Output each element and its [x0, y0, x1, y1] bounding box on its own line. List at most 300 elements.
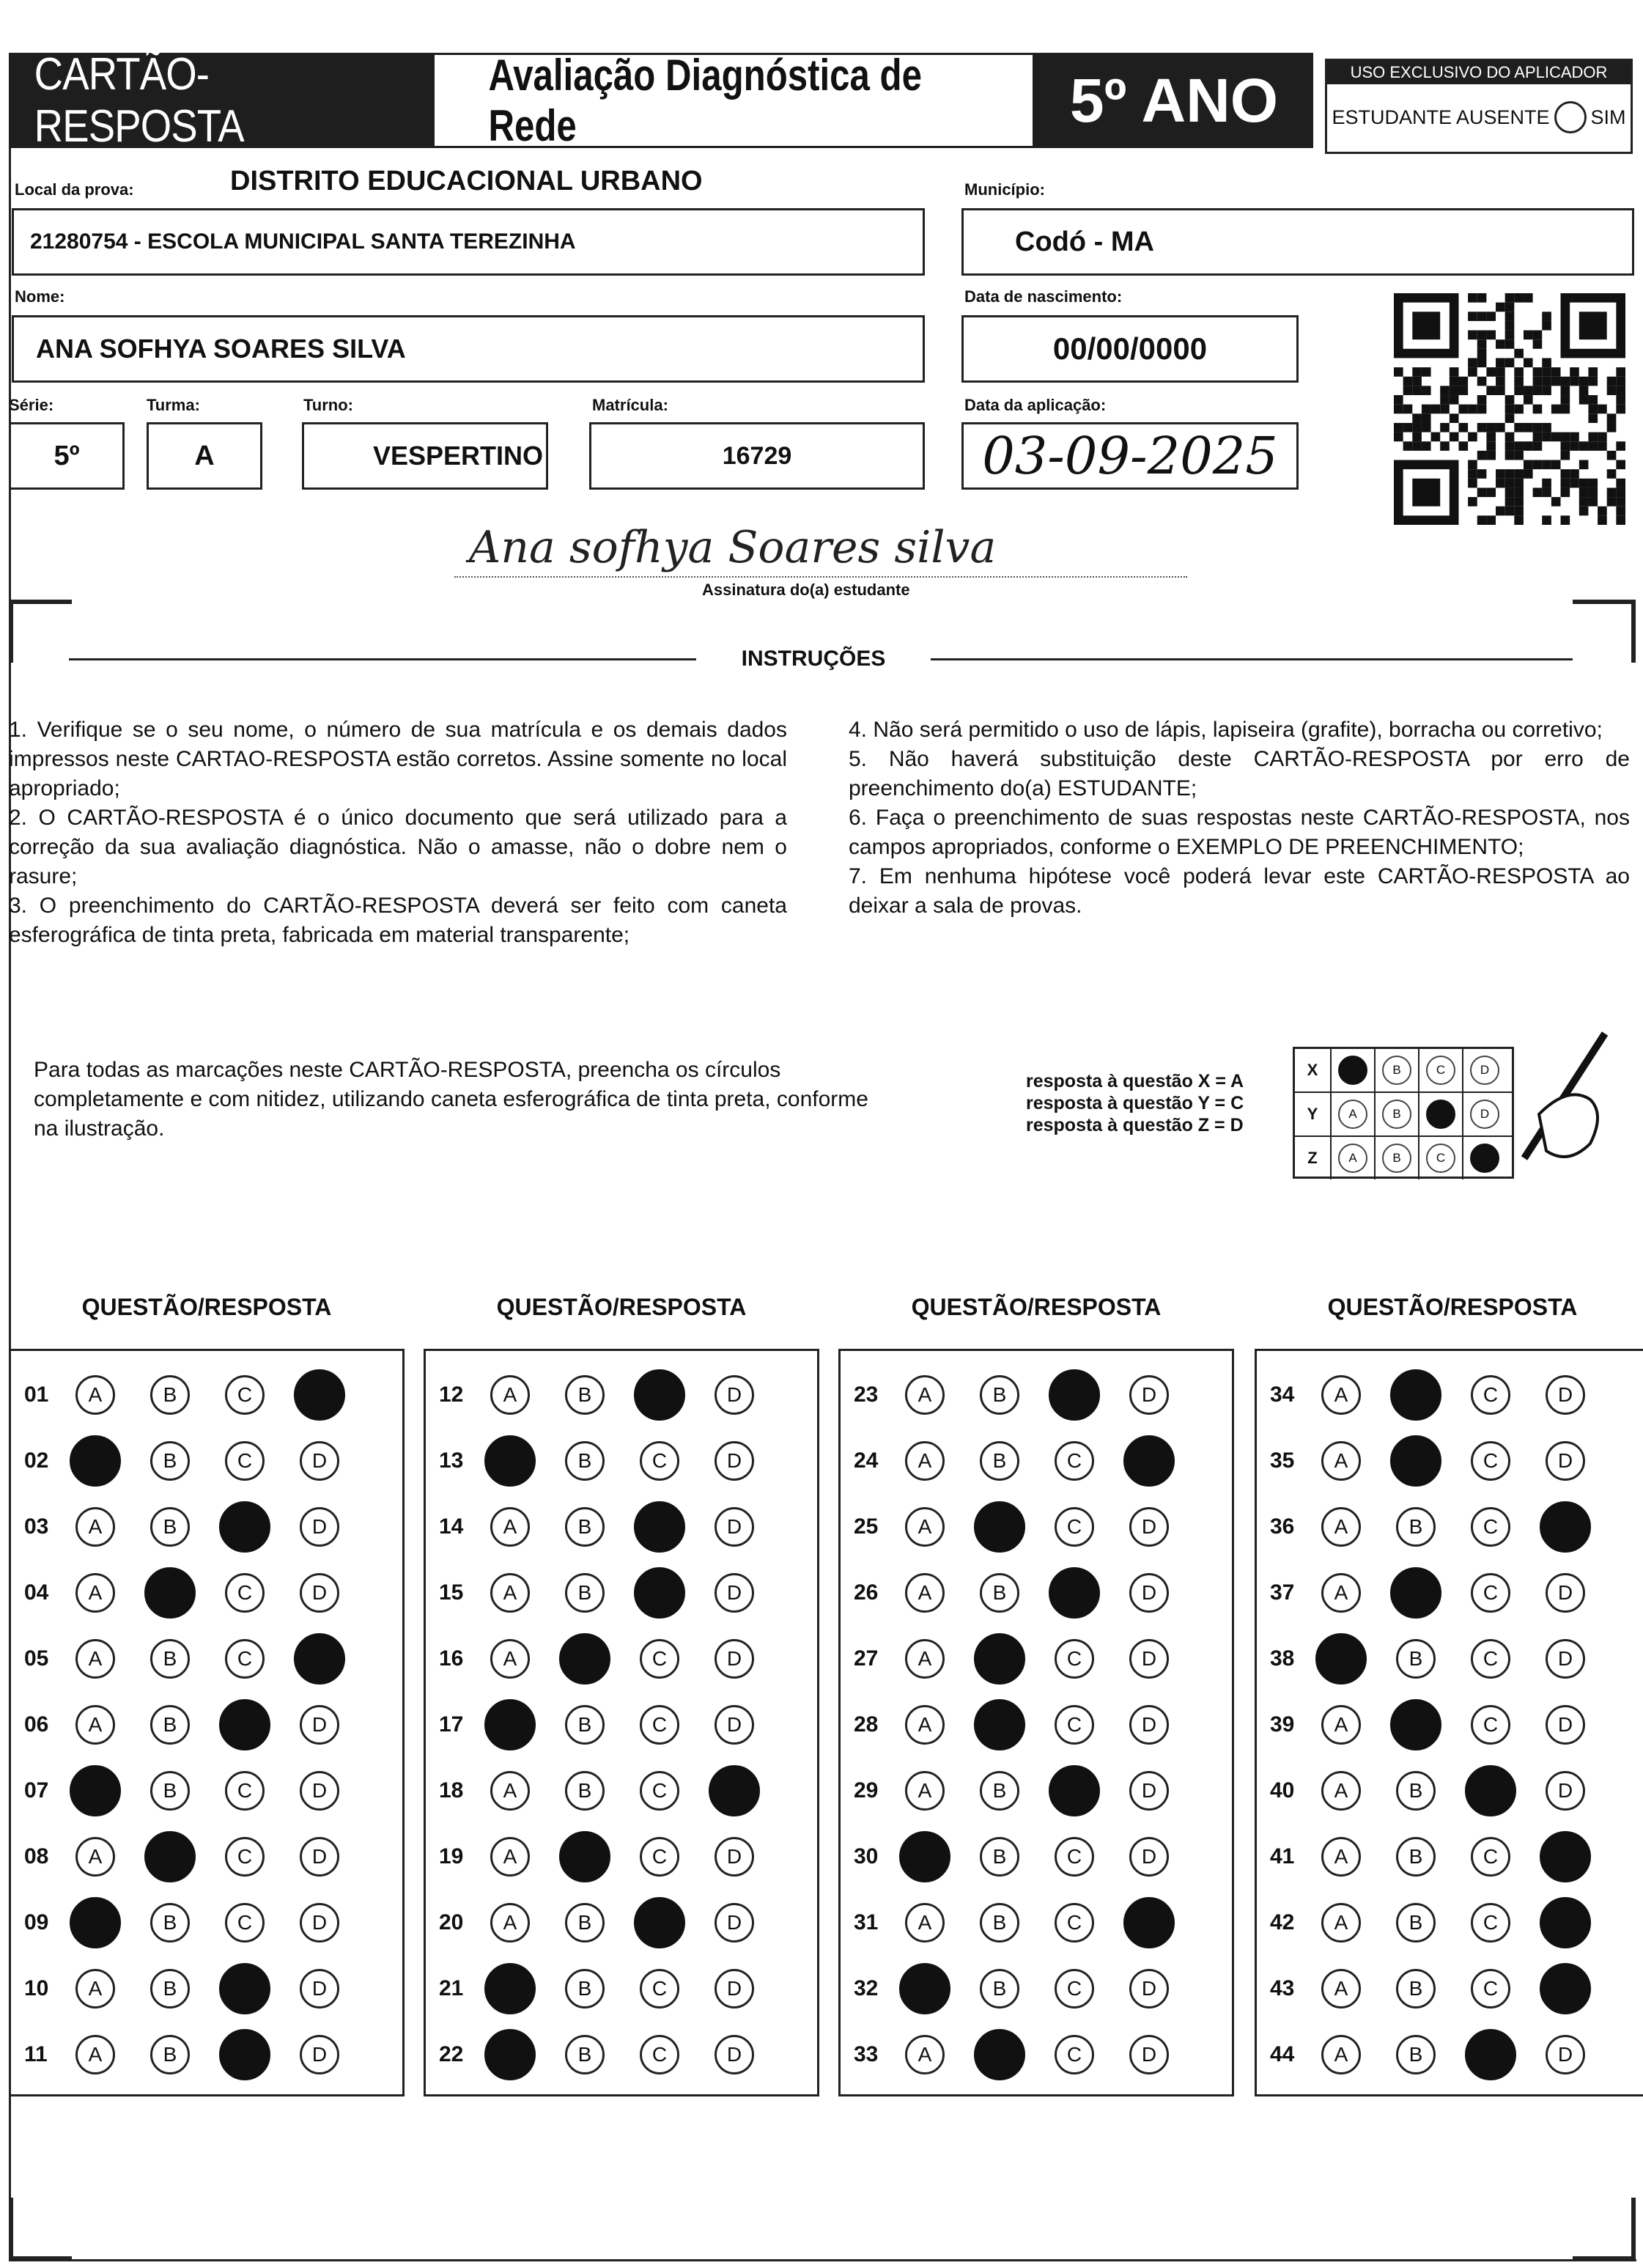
question-number: 22: [439, 2042, 464, 2066]
example-bubble: B: [1382, 1144, 1411, 1173]
answer-bubble-b[interactable]: B: [150, 1507, 190, 1547]
answer-bubble-b[interactable]: B: [150, 1771, 190, 1811]
question-row: [841, 1692, 1232, 1758]
answer-bubble-c[interactable]: C: [219, 1501, 270, 1553]
answer-bubble-c[interactable]: C: [1055, 1903, 1094, 1943]
answer-bubble-a[interactable]: A: [905, 2035, 945, 2074]
registration-field: 16729: [589, 422, 925, 490]
question-number: 38: [1270, 1646, 1295, 1671]
answer-bubble-a[interactable]: A: [75, 1837, 115, 1877]
answer-bubble-a[interactable]: A: [1321, 1573, 1361, 1613]
question-number: 29: [854, 1778, 879, 1803]
question-row: [11, 1956, 402, 2022]
answer-bubble-b[interactable]: B: [980, 1573, 1019, 1613]
answer-bubble-b[interactable]: B: [565, 1705, 605, 1745]
answer-bubble-d[interactable]: D: [1540, 1963, 1591, 2014]
question-number: 42: [1270, 1910, 1295, 1934]
answer-bubble-a[interactable]: A: [1321, 1903, 1361, 1943]
answer-bubble-d[interactable]: D: [1129, 1639, 1169, 1679]
answer-bubble-d[interactable]: D: [1540, 1831, 1591, 1882]
answer-bubble-a[interactable]: A: [484, 1435, 536, 1487]
answer-bubble-d[interactable]: D: [300, 1837, 339, 1877]
answer-bubble-b[interactable]: B: [980, 1441, 1019, 1481]
question-row: [1257, 1758, 1643, 1824]
absent-bubble[interactable]: [1554, 101, 1587, 133]
question-number: 15: [439, 1580, 464, 1605]
answer-bubble-d[interactable]: D: [715, 1441, 754, 1481]
question-number: 24: [854, 1448, 879, 1473]
instruction-item: 3. O preenchimento do CARTÃO-RESPOSTA deverá ser feito com caneta esferográfica de tinta preta, fabricada em material transparente;: [9, 894, 787, 947]
answer-bubble-c[interactable]: C: [1055, 1705, 1094, 1745]
answer-bubble-c[interactable]: C: [640, 1969, 679, 2009]
answer-bubble-c[interactable]: C: [225, 1639, 265, 1679]
example-bubble: A: [1338, 1100, 1367, 1129]
exam-subtitle: Avaliação Diagnóstica de Rede: [432, 53, 1035, 148]
answer-bubble-d[interactable]: D: [715, 1375, 754, 1415]
answer-bubble-b[interactable]: B: [1390, 1567, 1441, 1619]
answer-bubble-a[interactable]: A: [75, 1573, 115, 1613]
question-number: 19: [439, 1844, 464, 1868]
answer-bubble-d[interactable]: D: [300, 1507, 339, 1547]
answer-bubble-a[interactable]: A: [1321, 1375, 1361, 1415]
registration-label: Matrícula:: [592, 396, 668, 414]
answer-bubble-d[interactable]: D: [1546, 1375, 1585, 1415]
question-row: [11, 1560, 402, 1626]
answer-bubble-c[interactable]: C: [640, 2035, 679, 2074]
example-bubble: D: [1470, 1056, 1499, 1085]
answer-bubble-c[interactable]: C: [225, 1903, 265, 1943]
answer-bubble-a[interactable]: A: [905, 1705, 945, 1745]
answer-bubble-a[interactable]: A: [484, 1963, 536, 2014]
answer-bubble-b[interactable]: B: [150, 1969, 190, 2009]
answer-bubble-a[interactable]: A: [905, 1441, 945, 1481]
question-number: 02: [24, 1448, 49, 1473]
column-title: QUESTÃO/RESPOSTA: [496, 1294, 747, 1320]
question-number: 30: [854, 1844, 879, 1868]
answer-bubble-d[interactable]: D: [300, 2035, 339, 2074]
answer-bubble-a[interactable]: A: [490, 1507, 530, 1547]
question-number: 23: [854, 1382, 879, 1407]
answer-bubble-c[interactable]: C: [1049, 1369, 1100, 1421]
question-row: [11, 1362, 402, 1428]
answer-bubble-c[interactable]: C: [1471, 1903, 1510, 1943]
answer-bubble-a[interactable]: A: [75, 1969, 115, 2009]
answer-bubble-a[interactable]: A: [905, 1639, 945, 1679]
answer-bubble-d[interactable]: D: [1129, 1705, 1169, 1745]
answer-bubble-d[interactable]: D: [715, 1573, 754, 1613]
question-number: 01: [24, 1382, 49, 1407]
answer-bubble-c[interactable]: C: [225, 1837, 265, 1877]
answer-bubble-c[interactable]: C: [1471, 1969, 1510, 2009]
answer-bubble-c[interactable]: C: [1471, 1573, 1510, 1613]
class-label: Turma:: [147, 396, 200, 414]
school-field: 21280754 - ESCOLA MUNICIPAL SANTA TEREZINHA: [12, 208, 925, 276]
answer-bubble-d[interactable]: D: [1546, 1573, 1585, 1613]
answer-bubble-c[interactable]: C: [634, 1369, 685, 1421]
question-row: [841, 1890, 1232, 1956]
answer-bubble-c[interactable]: C: [640, 1705, 679, 1745]
answer-bubble-a[interactable]: A: [905, 1375, 945, 1415]
municipality-field: Codó - MA: [961, 208, 1634, 276]
answer-bubble-a[interactable]: A: [1321, 1969, 1361, 2009]
card-title: CARTÃO-RESPOSTA: [9, 53, 432, 148]
answer-bubble-a[interactable]: A: [899, 1831, 950, 1882]
answer-bubble-a[interactable]: A: [905, 1903, 945, 1943]
answer-bubble-d[interactable]: D: [1546, 1639, 1585, 1679]
question-row: [426, 2022, 817, 2088]
answer-bubble-c[interactable]: C: [1471, 1375, 1510, 1415]
question-row: [11, 1494, 402, 1560]
answer-bubble-d[interactable]: D: [300, 1903, 339, 1943]
question-number: 32: [854, 1976, 879, 2000]
question-number: 18: [439, 1778, 464, 1803]
answer-bubble-a[interactable]: A: [490, 1375, 530, 1415]
instructions-left: [9, 715, 787, 950]
answer-bubble-d[interactable]: D: [300, 1969, 339, 2009]
answer-bubble-b[interactable]: B: [150, 2035, 190, 2074]
answer-bubble-d[interactable]: D: [300, 1771, 339, 1811]
absent-yes-label: SIM: [1590, 106, 1626, 128]
question-row: [426, 1692, 817, 1758]
question-number: 11: [24, 2042, 48, 2066]
question-row: [11, 1626, 402, 1692]
question-number: 03: [24, 1514, 49, 1539]
pen-hand-icon: [1495, 1026, 1627, 1173]
answer-bubble-b[interactable]: B: [1390, 1699, 1441, 1750]
answer-bubble-d[interactable]: D: [715, 1507, 754, 1547]
answer-bubble-b[interactable]: B: [144, 1567, 196, 1619]
answer-bubble-d[interactable]: D: [294, 1369, 345, 1421]
answer-bubble-c[interactable]: C: [640, 1441, 679, 1481]
answer-bubble-b[interactable]: B: [565, 1375, 605, 1415]
question-number: 10: [24, 1976, 49, 2000]
answer-bubble-c[interactable]: C: [640, 1639, 679, 1679]
answer-bubble-b[interactable]: B: [980, 1837, 1019, 1877]
answer-bubble-a[interactable]: A: [490, 1639, 530, 1679]
answer-bubble-b[interactable]: B: [565, 2035, 605, 2074]
instructions-right: [849, 715, 1630, 921]
district-name: DISTRITO EDUCACIONAL URBANO: [230, 166, 703, 196]
answer-bubble-a[interactable]: A: [484, 2029, 536, 2080]
answer-bubble-d[interactable]: D: [715, 1969, 754, 2009]
name-field: ANA SOFHYA SOARES SILVA: [12, 315, 925, 383]
question-row: [426, 1956, 817, 2022]
instructions-title: INSTRUÇÕES: [696, 647, 931, 671]
question-number: 08: [24, 1844, 49, 1868]
question-number: 13: [439, 1448, 464, 1473]
question-row: [841, 1824, 1232, 1890]
name-label: Nome:: [15, 287, 65, 306]
question-row: [1257, 2022, 1643, 2088]
answer-bubble-c[interactable]: C: [1055, 1441, 1094, 1481]
question-number: 28: [854, 1712, 879, 1737]
answer-bubble-c[interactable]: C: [225, 1375, 265, 1415]
birth-field: 00/00/0000: [961, 315, 1299, 383]
question-row: [1257, 1890, 1643, 1956]
instruction-item: 7. Em nenhuma hipótese você poderá levar este CARTÃO-RESPOSTA ao deixar a sala de provas.: [849, 864, 1630, 918]
question-row: [841, 1758, 1232, 1824]
answer-bubble-b[interactable]: B: [559, 1633, 610, 1685]
answer-bubble-c[interactable]: C: [640, 1771, 679, 1811]
answer-bubble-a[interactable]: A: [75, 1375, 115, 1415]
answer-bubble-d[interactable]: D: [715, 2035, 754, 2074]
answer-bubble-b[interactable]: B: [1396, 1639, 1436, 1679]
answer-bubble-d[interactable]: D: [294, 1633, 345, 1685]
answer-bubble-a[interactable]: A: [490, 1837, 530, 1877]
question-number: 43: [1270, 1976, 1295, 2000]
answer-bubble-d[interactable]: D: [1129, 2035, 1169, 2074]
answer-bubble-a[interactable]: A: [75, 1705, 115, 1745]
question-number: 26: [854, 1580, 879, 1605]
answer-bubble-b[interactable]: B: [980, 1969, 1019, 2009]
instruction-item: 1. Verifique se o seu nome, o número de sua matrícula e os demais dados impressos neste CARTAO-RESPOSTA estão corretos. Assine somente no local apropriado;: [9, 718, 787, 800]
answer-bubble-a[interactable]: A: [1321, 1441, 1361, 1481]
answer-bubble-b[interactable]: B: [565, 1573, 605, 1613]
answer-bubble-a[interactable]: A: [1321, 1837, 1361, 1877]
answer-bubble-a[interactable]: A: [484, 1699, 536, 1750]
answer-bubble-a[interactable]: A: [490, 1573, 530, 1613]
question-row: [426, 1428, 817, 1494]
example-bubble: C: [1426, 1144, 1455, 1173]
question-number: 33: [854, 2042, 879, 2066]
answer-bubble-b[interactable]: B: [559, 1831, 610, 1882]
answer-bubble-a[interactable]: A: [1321, 1507, 1361, 1547]
question-number: 36: [1270, 1514, 1295, 1539]
series-field: 5º: [9, 422, 125, 490]
answer-bubble-c[interactable]: C: [634, 1567, 685, 1619]
answer-bubble-c[interactable]: C: [1055, 2035, 1094, 2074]
example-legend: [1026, 1070, 1244, 1136]
answer-bubble-a[interactable]: A: [905, 1573, 945, 1613]
answer-bubble-b[interactable]: B: [974, 2029, 1025, 2080]
example-bubble: A: [1338, 1056, 1367, 1085]
answer-bubble-b[interactable]: B: [150, 1903, 190, 1943]
answer-bubble-d[interactable]: D: [1129, 1969, 1169, 2009]
answer-bubble-c[interactable]: C: [1049, 1765, 1100, 1816]
instruction-item: 2. O CARTÃO-RESPOSTA é o único documento que será utilizado para a correção da sua avaliação diagnóstica. Não o amasse, não o dobre nem o rasure;: [9, 806, 787, 888]
answer-bubble-d[interactable]: D: [1546, 1705, 1585, 1745]
answer-bubble-d[interactable]: D: [1540, 1501, 1591, 1553]
answer-bubble-c[interactable]: C: [1465, 2029, 1516, 2080]
question-number: 40: [1270, 1778, 1295, 1803]
answer-bubble-c[interactable]: C: [1055, 1969, 1094, 2009]
question-number: 17: [439, 1712, 464, 1737]
answer-bubble-a[interactable]: A: [1321, 1705, 1361, 1745]
application-date-field: 03-09-2025: [961, 422, 1299, 490]
answer-bubble-a[interactable]: A: [490, 1903, 530, 1943]
answer-bubble-d[interactable]: D: [1129, 1837, 1169, 1877]
answer-bubble-a[interactable]: A: [490, 1771, 530, 1811]
answer-bubble-d[interactable]: D: [1123, 1897, 1175, 1948]
answer-bubble-b[interactable]: B: [150, 1705, 190, 1745]
question-number: 20: [439, 1910, 464, 1934]
answer-bubble-a[interactable]: A: [70, 1765, 121, 1816]
answer-bubble-d[interactable]: D: [1546, 1771, 1585, 1811]
answer-bubble-b[interactable]: B: [1396, 1771, 1436, 1811]
answer-bubble-d[interactable]: D: [1129, 1375, 1169, 1415]
answer-bubble-c[interactable]: C: [1055, 1837, 1094, 1877]
answer-bubble-d[interactable]: D: [300, 1573, 339, 1613]
question-number: 07: [24, 1778, 49, 1803]
answer-bubble-b[interactable]: B: [980, 1771, 1019, 1811]
shift-label: Turno:: [303, 396, 354, 414]
answer-bubble-b[interactable]: B: [980, 1375, 1019, 1415]
example-legend-item: resposta à questão Z = D: [1026, 1115, 1244, 1135]
answer-bubble-a[interactable]: A: [905, 1771, 945, 1811]
answer-bubble-c[interactable]: C: [634, 1897, 685, 1948]
answer-bubble-c[interactable]: C: [1471, 1705, 1510, 1745]
answer-bubble-d[interactable]: D: [709, 1765, 760, 1816]
birth-label: Data de nascimento:: [964, 287, 1123, 306]
answer-bubble-a[interactable]: A: [899, 1963, 950, 2014]
absent-label: ESTUDANTE AUSENTE: [1332, 106, 1550, 128]
answer-bubble-b[interactable]: B: [1390, 1435, 1441, 1487]
example-row: [1295, 1137, 1512, 1179]
question-number: 12: [439, 1382, 464, 1407]
instruction-item: 6. Faça o preenchimento de suas respostas neste CARTÃO-RESPOSTA, nos campos apropriados, conforme o EXEMPLO DE PREENCHIMENTO;: [849, 806, 1630, 859]
example-legend-item: resposta à questão X = A: [1026, 1071, 1244, 1091]
example-text: Para todas as marcações neste CARTÃO-RESPOSTA, preencha os círculos completamente e com nitidez, utilizando caneta esferográfica de tinta preta, conforme na ilustração.: [34, 1058, 868, 1141]
question-row: [841, 1956, 1232, 2022]
answer-bubble-b[interactable]: B: [1396, 1507, 1436, 1547]
answer-bubble-a[interactable]: A: [75, 1639, 115, 1679]
answer-bubble-b[interactable]: B: [1396, 1969, 1436, 2009]
answer-bubble-c[interactable]: C: [1055, 1639, 1094, 1679]
question-row: [1257, 1626, 1643, 1692]
example-row: [1295, 1049, 1512, 1093]
answer-bubble-b[interactable]: B: [980, 1903, 1019, 1943]
answer-bubble-b[interactable]: B: [565, 1903, 605, 1943]
question-row: [841, 1428, 1232, 1494]
answer-bubble-d[interactable]: D: [300, 1705, 339, 1745]
question-row: [11, 1428, 402, 1494]
example-bubble: D: [1470, 1144, 1499, 1173]
answer-bubble-b[interactable]: B: [565, 1969, 605, 2009]
answer-bubble-c[interactable]: C: [225, 1573, 265, 1613]
question-row: [426, 1362, 817, 1428]
question-number: 25: [854, 1514, 879, 1539]
answer-bubble-d[interactable]: D: [715, 1705, 754, 1745]
answer-bubble-c[interactable]: C: [1465, 1765, 1516, 1816]
corner-mark-bottom-right: [1573, 2198, 1636, 2261]
question-row: [11, 1890, 402, 1956]
answer-bubble-a[interactable]: A: [70, 1897, 121, 1948]
example-bubble: B: [1382, 1100, 1411, 1129]
question-number: 39: [1270, 1712, 1295, 1737]
answer-bubble-c[interactable]: C: [634, 1501, 685, 1553]
answer-bubble-a[interactable]: A: [75, 2035, 115, 2074]
grade-label: 5º ANO: [1035, 53, 1313, 148]
question-number: 31: [854, 1910, 879, 1934]
exam-place-label: Local da prova:: [15, 180, 134, 199]
signature-line: [454, 576, 1187, 579]
answer-column: [9, 1349, 405, 2096]
question-row: [11, 1692, 402, 1758]
answer-bubble-b[interactable]: B: [565, 1441, 605, 1481]
answer-bubble-b[interactable]: B: [565, 1771, 605, 1811]
signature-label: Assinatura do(a) estudante: [702, 581, 910, 599]
question-row: [1257, 1824, 1643, 1890]
answer-bubble-d[interactable]: D: [715, 1903, 754, 1943]
question-row: [841, 1626, 1232, 1692]
question-row: [426, 1824, 817, 1890]
answer-bubble-b[interactable]: B: [1396, 1837, 1436, 1877]
answer-bubble-d[interactable]: D: [300, 1441, 339, 1481]
question-number: 09: [24, 1910, 49, 1934]
answer-bubble-a[interactable]: A: [1315, 1633, 1367, 1685]
answer-bubble-a[interactable]: A: [70, 1435, 121, 1487]
answer-bubble-c[interactable]: C: [1471, 1837, 1510, 1877]
answer-bubble-c[interactable]: C: [219, 1963, 270, 2014]
example-bubble: C: [1426, 1056, 1455, 1085]
answer-bubble-c[interactable]: C: [219, 2029, 270, 2080]
answer-bubble-d[interactable]: D: [1546, 2035, 1585, 2074]
question-number: 41: [1270, 1844, 1295, 1868]
answer-bubble-b[interactable]: B: [565, 1507, 605, 1547]
answer-bubble-c[interactable]: C: [1471, 1507, 1510, 1547]
column-title: QUESTÃO/RESPOSTA: [81, 1294, 332, 1320]
answer-bubble-c[interactable]: C: [225, 1441, 265, 1481]
answer-bubble-c[interactable]: C: [1049, 1567, 1100, 1619]
answer-bubble-c[interactable]: C: [219, 1699, 270, 1750]
answer-bubble-a[interactable]: A: [905, 1507, 945, 1547]
answer-bubble-d[interactable]: D: [715, 1639, 754, 1679]
answer-bubble-b[interactable]: B: [974, 1633, 1025, 1685]
answer-bubble-d[interactable]: D: [1123, 1435, 1175, 1487]
answer-bubble-b[interactable]: B: [144, 1831, 196, 1882]
example-row-key: Y: [1295, 1093, 1332, 1135]
answer-bubble-b[interactable]: B: [1390, 1369, 1441, 1421]
answer-bubble-d[interactable]: D: [1129, 1507, 1169, 1547]
question-row: [426, 1626, 817, 1692]
answer-bubble-c[interactable]: C: [1471, 1639, 1510, 1679]
answer-bubble-d[interactable]: D: [715, 1837, 754, 1877]
answer-bubble-b[interactable]: B: [974, 1501, 1025, 1553]
question-number: 44: [1270, 2042, 1295, 2066]
example-bubble: B: [1382, 1056, 1411, 1085]
student-signature: Ana sofhya Soares silva: [469, 522, 997, 573]
question-row: [426, 1890, 817, 1956]
answer-bubble-b[interactable]: B: [150, 1375, 190, 1415]
answer-bubble-a[interactable]: A: [75, 1507, 115, 1547]
answer-column: [1255, 1349, 1643, 2096]
answer-bubble-b[interactable]: B: [1396, 1903, 1436, 1943]
example-row-key: X: [1295, 1049, 1332, 1091]
answer-bubble-a[interactable]: A: [1321, 2035, 1361, 2074]
applicator-label: USO EXCLUSIVO DO APLICADOR: [1327, 61, 1631, 84]
answer-bubble-d[interactable]: D: [1546, 1441, 1585, 1481]
answer-bubble-b[interactable]: B: [974, 1699, 1025, 1750]
answer-bubble-a[interactable]: A: [1321, 1771, 1361, 1811]
answer-bubble-b[interactable]: B: [150, 1441, 190, 1481]
answer-bubble-d[interactable]: D: [1129, 1771, 1169, 1811]
question-number: 04: [24, 1580, 49, 1605]
class-field: A: [147, 422, 262, 490]
question-row: [11, 2022, 402, 2088]
answer-bubble-d[interactable]: D: [1129, 1573, 1169, 1613]
example-bubble: D: [1470, 1100, 1499, 1129]
question-number: 27: [854, 1646, 879, 1671]
question-row: [426, 1560, 817, 1626]
answer-bubble-b[interactable]: B: [150, 1639, 190, 1679]
answer-bubble-c[interactable]: C: [640, 1837, 679, 1877]
answer-bubble-b[interactable]: B: [1396, 2035, 1436, 2074]
question-number: 34: [1270, 1382, 1295, 1407]
answer-bubble-c[interactable]: C: [225, 1771, 265, 1811]
answer-bubble-d[interactable]: D: [1540, 1897, 1591, 1948]
answer-bubble-c[interactable]: C: [1055, 1507, 1094, 1547]
answer-bubble-c[interactable]: C: [1471, 1441, 1510, 1481]
